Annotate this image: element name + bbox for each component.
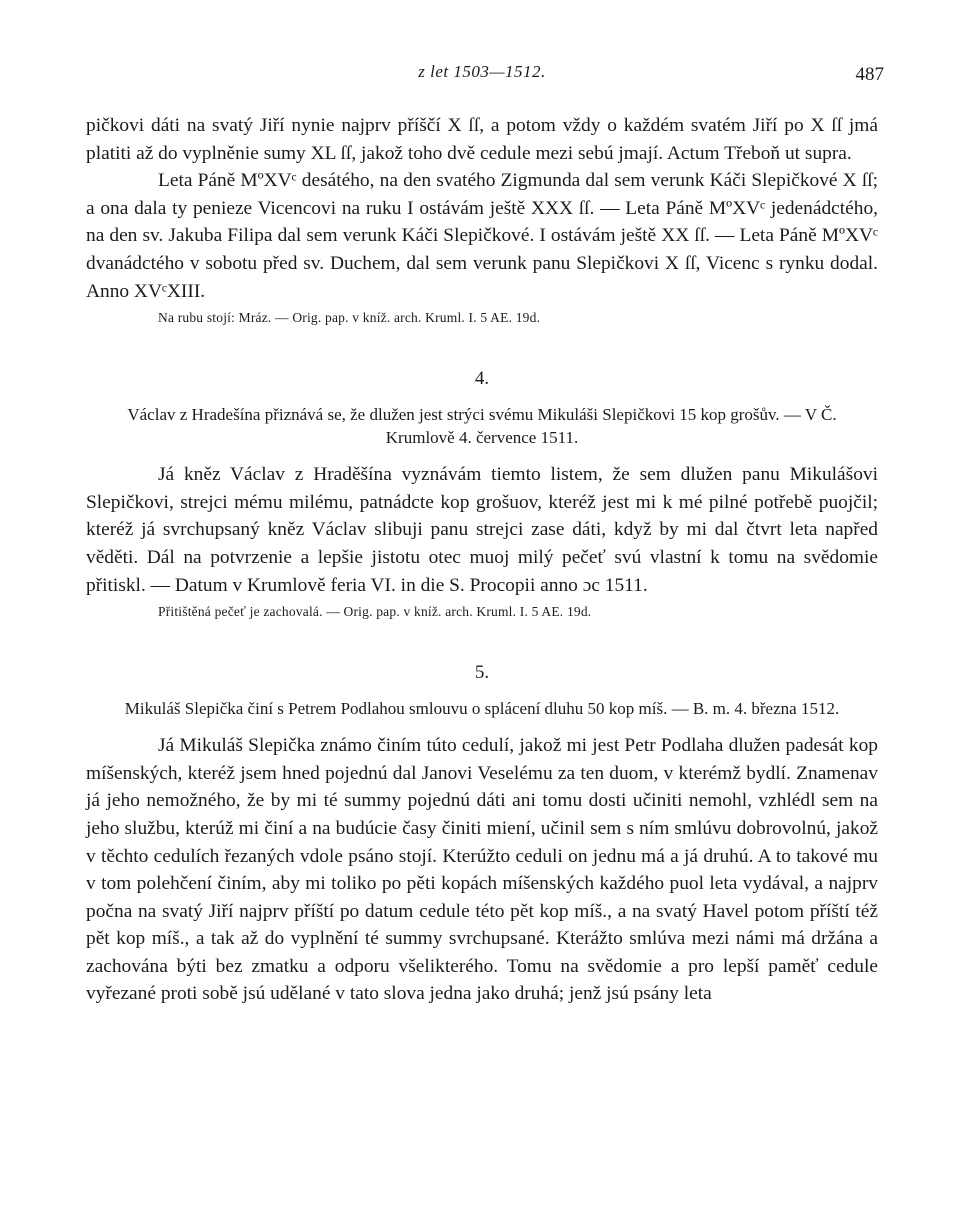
- page-header: [86, 58, 884, 88]
- document-number-4: 4.: [474, 368, 490, 390]
- running-head: z let 1503—1512.: [418, 62, 546, 81]
- document-text-4: Já kněz Václav z Hraděšína vyznávám tiemto listem, že sem dlužen panu Mikulášovi Slepičkovi, strejci mému milému, patnádcte kop grošuov, kteréž jest mi k mé pilné potřebě puojčil; kteréž já svrchupsaný kněz Václav slibuji panu strejci zase dáti, když by mi dal čtvrt leta napřed věděti. Dál na potvrzenie a lepšie jistotu otec muoj milý pečeť svú vlastní k tomu na svědomie přitiskl. — Datum v Krumlově feria VI. in die S. Procopii anno ɔc 1511.: [86, 464, 878, 596]
- document-text-5: Já Mikuláš Slepička známo činím túto cedulí, jakož mi jest Petr Podlaha dlužen padesát kop míšenských, kteréž jsem hned pojednú dal Janovi Veselému za ten duom, v kterémž bydlí. Znamenav já jeho nemožného, že by mi té summy pojednú dáti ani tomu dosti učiniti nemohl, vzhlédl sem na jeho službu, kterúž mi činí a na budúcie časy činiti miení, učinil sem s ním smlúvu dobrovolnú, jakož v těchto cedulích řezaných vdole psáno stojí. Kterúžto ceduli on jednu má a já druhú. A to takové mu v tom polehčení činím, aby mi toliko po pěti kopách míšenských každého puol leta vydával, a najprv počna na svatý Jiří najprv příští po datum cedule této pět kop míš., a na svatý Havel potom příští též pět kop míš., a tak až do vyplnění té summy svrchupsané. Kterážto smlúva mezi námi má držána a zachována býti bez zmatku a odporu všelikterého. Tomu na svědomie a pro lepší paměť cedule vyřezané proti sobě jsú udělané v tato slova jedna jako druhá; jenž jsú psány leta: [86, 735, 878, 1005]
- document-regest-4: Václav z Hradešína přiznává se, že dlužen jest strýci svému Mikuláši Slepičkovi 15 kop grošův. — V Č. Krumlově 4. července 1511.: [127, 405, 837, 448]
- receipt-paragraph: Leta Páně MºXVᶜ desátého, na den svatého Zigmunda dal sem verunk Káči Slepičkové X ſſ; a ona dala ty penieze Vicencovi na ruku I ostávám ještě XXX ſſ. — Leta Páně MºXVᶜ jedenádctého, na den sv. Jakuba Filipa dal sem verunk Káči Slepičkové. I ostávám ještě XX ſſ. — Leta Páně MºXVᶜ dvanádctého v sobotu před sv. Duchem, dal sem verunk panu Slepičkovi X ſſ, Vicenc s rynku dodal. Anno XVᶜXIII.: [86, 170, 878, 302]
- page-number: 487: [855, 64, 884, 85]
- document-number-5: 5.: [474, 662, 490, 684]
- archival-note-4: Přitištěná pečeť je zachovalá. — Orig. pap. v kníž. arch. Kruml. I. 5 AE. 19d.: [158, 604, 592, 620]
- book-page: [86, 58, 884, 1008]
- document-regest-5: Mikuláš Slepička činí s Petrem Podlahou smlouvu o splácení dluhu 50 kop míš. — B. m. 4. března 1512.: [124, 699, 840, 719]
- continuation-paragraph: pičkovi dáti na svatý Jiří nynie najprv příščí X ſſ, a potom vždy o každém svatém Jiří po X ſſ jmá platiti až do vyplněnie sumy XL ſſ, jakož toho dvě cedule mezi sebú jmají. Actum Třeboň ut supra.: [86, 115, 878, 164]
- archival-note: Na rubu stojí: Mráz. — Orig. pap. v kníž. arch. Kruml. I. 5 AE. 19d.: [158, 310, 541, 326]
